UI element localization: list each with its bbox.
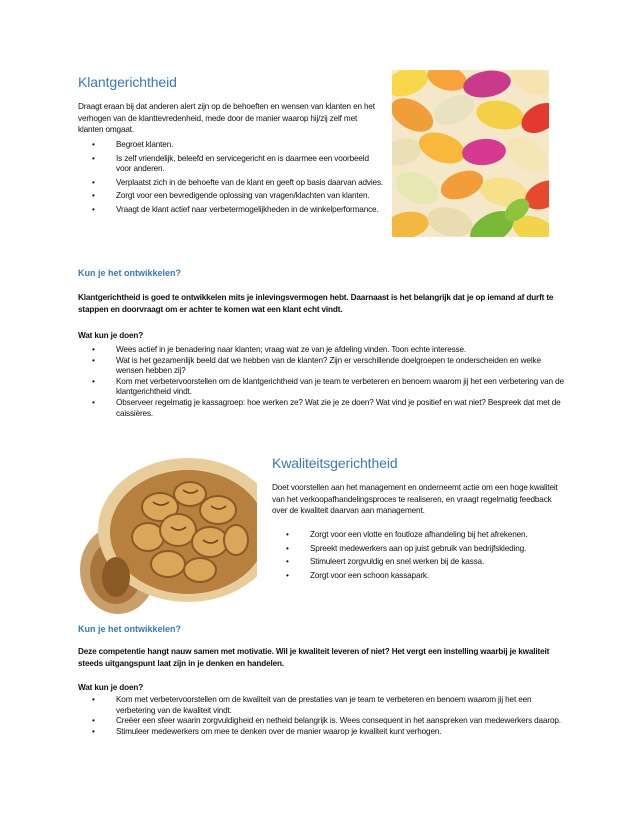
list-item: • Observeer regelmatig je kassagroep: hoe werken ze? Wat zie je ze doen? Wat vind je positief en wat niet? Bespreek dat met de caissières.	[78, 398, 568, 419]
list-item: • Kom met verbetervoorstellen om de kwaliteit van de prestaties van je team te verbeteren en benoem waarom jij het een verbetering van de kwaliteit vindt.	[78, 695, 568, 716]
list-item: • Wees actief in je benadering naar klanten; vraag wat ze van je afdeling vinden. Toon echte interesse.	[78, 345, 568, 356]
list-item: • Zorgt voor een bevredigende oplossing van vragen/klachten van klanten.	[78, 191, 383, 202]
list-item: • Kom met verbetervoorstellen om de klantgerichtheid van je team te verbeteren en benoem waarom jij het een verbetering van de klantgerichtheid vindt.	[78, 377, 568, 398]
section1-title: Klantgerichtheid	[78, 74, 177, 90]
section1-develop-heading: Kun je het ontwikkelen?	[78, 268, 182, 278]
section2-develop-heading: Kun je het ontwikkelen?	[78, 624, 182, 634]
list-item: • Begroet klanten.	[78, 140, 383, 151]
jellybeans-photo	[392, 70, 549, 237]
section2-bullets	[272, 530, 562, 581]
walnut-photo	[78, 452, 257, 620]
list-item: • Vraagt de klant actief naar verbetermogelijkheden in de winkelperformance.	[78, 205, 383, 216]
list-item: • Wat is het gezamenlijk beeld dat we hebben van de klanten? Zijn er verschillende doelgroepen te onderscheiden en welke wensen hebben zij?	[78, 356, 568, 377]
list-item: • Verplaatst zich in de behoefte van de klant en geeft op basis daarvan advies.	[78, 178, 383, 189]
list-item: • Spreekt medewerkers aan op juist gebruik van bedrijfskleding.	[272, 544, 562, 555]
section1-todo-heading: Wat kun je doen?	[78, 331, 144, 340]
section1-develop-text: Klantgerichtheid is goed te ontwikkelen mits je inlevingsvermogen hebt. Daarnaast is het belangrijk dat je op iemand af durft te stappen en doorvraagt om er achter te komen wat een klant echt vindt.	[78, 293, 554, 314]
walnut-image	[78, 452, 257, 620]
section2-develop-text: Deze competentie hangt nauw samen met motivatie. Wil je kwaliteit leveren of niet? Het vergt een instelling waarbij je kwaliteit steeds uitgangspunt laat zijn in je denken en handelen.	[78, 647, 550, 668]
section2-todo-heading: Wat kun je doen?	[78, 683, 144, 692]
list-item: • Is zelf vriendelijk, beleefd en servicegericht en is daarmee een voorbeeld voor anderen.	[78, 154, 383, 175]
jellybeans-image	[392, 70, 549, 237]
list-item: • Stimuleert zorgvuldig en snel werken bij de kassa.	[272, 557, 562, 568]
section2-todo-list	[78, 695, 568, 737]
list-item: • Stimuleer medewerkers om mee te denken over de manier waarop je kwaliteit kunt verhogen.	[78, 727, 568, 738]
list-item: • Creëer een sfeer waarin zorgvuldigheid en netheid belangrijk is. Wees consequent in het aanspreken van medewerkers daarop.	[78, 716, 568, 727]
section2-intro: Doet voorstellen aan het management en onderneemt actie om een hoge kwaliteit van het verkoopafhandelingsproces te realiseren, en vraagt regelmatig feedback over de kwaliteit daarvan aan management.	[272, 483, 558, 516]
section1-todo-list	[78, 345, 568, 419]
list-item: • Zorgt voor een vlotte en foutloze afhandeling bij het afrekenen.	[272, 530, 562, 541]
list-item: • Zorgt voor een schoon kassapark.	[272, 571, 562, 582]
section1-intro: Draagt eraan bij dat anderen alert zijn op de behoeften en wensen van klanten en het verhogen van de klanttevredenheid, mede door de manier waarop hij/zij zelf met klanten omgaat.	[78, 102, 375, 135]
section2-title: Kwaliteitsgerichtheid	[272, 455, 398, 471]
section1-bullets	[78, 140, 383, 216]
